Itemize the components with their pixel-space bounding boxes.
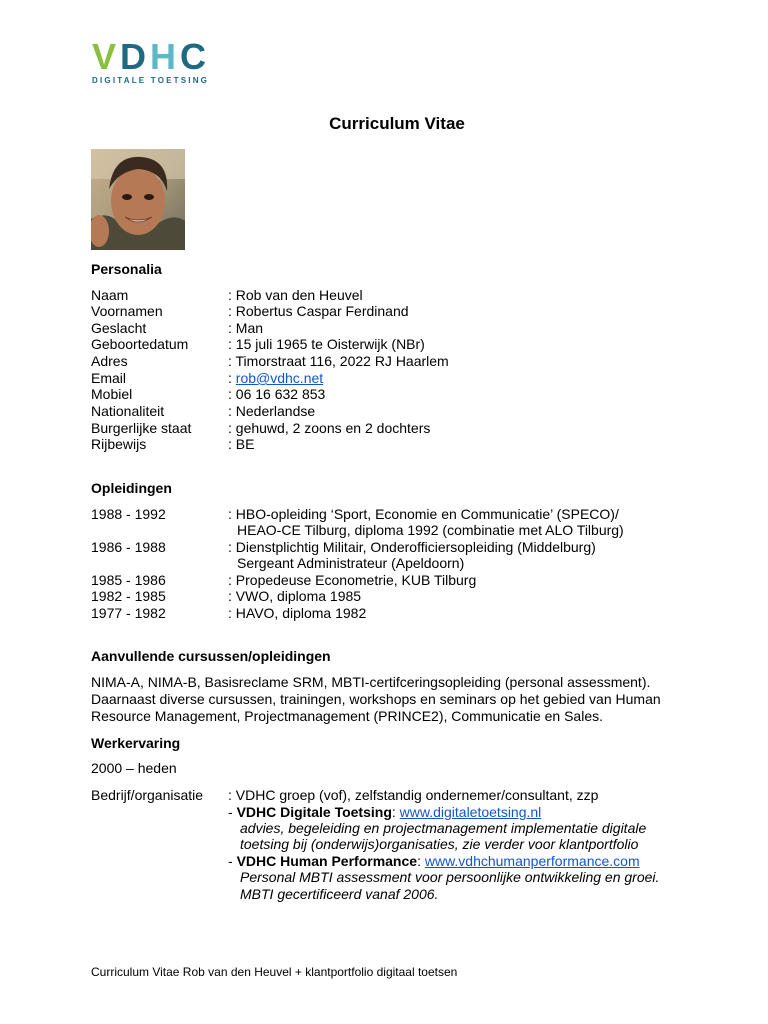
row-label: 1977 - 1982 — [91, 605, 166, 621]
row-label: Bedrijf/organisatie — [91, 787, 204, 803]
item-sep: : — [417, 853, 425, 869]
row-label: 1988 - 1992 — [91, 506, 166, 522]
row-value: : Rob van den Heuvel — [228, 287, 363, 303]
paragraph-line: Daarnaast diverse cursussen, trainingen, workshops en seminars op het gebied van Human — [91, 691, 661, 707]
cursussen-heading: Aanvullende cursussen/opleidingen — [91, 648, 331, 664]
row-label: Nationaliteit — [91, 403, 165, 419]
row-label: 1982 - 1985 — [91, 588, 166, 604]
row-label: Geslacht — [91, 320, 147, 336]
email-link[interactable]: rob@vdhc.net — [235, 370, 324, 386]
item-name: VDHC Human Performance — [236, 853, 418, 869]
item-link[interactable]: www.digitaletoetsing.nl — [399, 804, 542, 820]
werk-item-1-desc: advies, begeleiding en projectmanagement implementatie digitale — [240, 820, 647, 836]
row-value: : HBO-opleiding ‘Sport, Economie en Communicatie’ (SPECO)/ — [228, 506, 619, 522]
logo-letter-d: D — [120, 36, 151, 77]
row-value: : HAVO, diploma 1982 — [228, 605, 367, 621]
item-prefix: - — [228, 804, 237, 820]
row-label: Mobiel — [91, 386, 133, 402]
row-value: : Dienstplichtig Militair, Onderofficiersopleiding (Middelburg) — [228, 539, 596, 555]
row-label: Geboortedatum — [91, 336, 189, 352]
paragraph-line: NIMA-A, NIMA-B, Basisreclame SRM, MBTI-certifceringsopleiding (personal assessment). — [91, 674, 651, 690]
row-label: Rijbewijs — [91, 436, 147, 452]
cursussen-paragraph — [91, 674, 691, 725]
row-value: : Man — [228, 320, 264, 336]
row-label: 1985 - 1986 — [91, 572, 166, 588]
row-value: HEAO-CE Tilburg, diploma 1992 (combinatie met ALO Tilburg) — [237, 522, 624, 538]
row-value: : BE — [228, 436, 255, 452]
row-label: Burgerlijke staat — [91, 420, 192, 436]
item-prefix: - — [228, 853, 237, 869]
row-value: : Robertus Caspar Ferdinand — [228, 303, 409, 319]
profile-photo — [91, 149, 185, 250]
werk-item-1-desc: toetsing bij (onderwijs)organisaties, zie verder voor klantportfolio — [240, 836, 639, 852]
row-value: : Nederlandse — [228, 403, 316, 419]
logo-letter-v: V — [92, 36, 121, 77]
email-colon: : — [228, 370, 236, 386]
row-label: Voornamen — [91, 303, 163, 319]
row-value: : 06 16 632 853 — [228, 386, 326, 402]
row-label: Adres — [91, 353, 128, 369]
vdhc-logo — [92, 36, 211, 85]
werk-item-2-desc: MBTI gecertificeerd vanaf 2006. — [240, 886, 439, 902]
paragraph-line: Resource Management, Projectmanagement (PRINCE2), Communicatie en Sales. — [91, 708, 604, 724]
page-footer: Curriculum Vitae Rob van den Heuvel + klantportfolio digitaal toetsen — [91, 965, 458, 979]
row-value — [228, 370, 323, 387]
personalia-heading: Personalia — [91, 261, 162, 277]
item-name: VDHC Digitale Toetsing — [236, 804, 392, 820]
werk-period: 2000 – heden — [91, 760, 177, 776]
item-sep: : — [391, 804, 400, 820]
row-value: : Propedeuse Econometrie, KUB Tilburg — [228, 572, 477, 588]
logo-letters — [92, 36, 211, 77]
row-value: Sergeant Administrateur (Apeldoorn) — [237, 555, 465, 571]
werkervaring-heading: Werkervaring — [91, 735, 181, 751]
werk-item-2 — [228, 853, 640, 870]
row-label: Email — [91, 370, 127, 386]
row-value: : gehuwd, 2 zoons en 2 dochters — [228, 420, 431, 436]
opleidingen-heading: Opleidingen — [91, 480, 172, 496]
logo-subtitle: DIGITALE TOETSING — [92, 76, 210, 85]
document-title: Curriculum Vitae — [329, 114, 465, 133]
werk-item-2-desc: Personal MBTI assessment voor persoonlijke ontwikkeling en groei. — [240, 869, 660, 885]
row-value: : VDHC groep (vof), zelfstandig ondernemer/consultant, zzp — [228, 787, 599, 803]
row-label: 1986 - 1988 — [91, 539, 166, 555]
item-link[interactable]: www.vdhchumanperformance.com — [424, 853, 640, 869]
row-value: : Timorstraat 116, 2022 RJ Haarlem — [228, 353, 449, 369]
row-value: : VWO, diploma 1985 — [228, 588, 362, 604]
row-label: Naam — [91, 287, 129, 303]
werk-item-1 — [228, 804, 541, 821]
logo-letter-h: H — [150, 36, 181, 77]
logo-letter-c: C — [180, 36, 211, 77]
row-value: : 15 juli 1965 te Oisterwijk (NBr) — [228, 336, 425, 352]
